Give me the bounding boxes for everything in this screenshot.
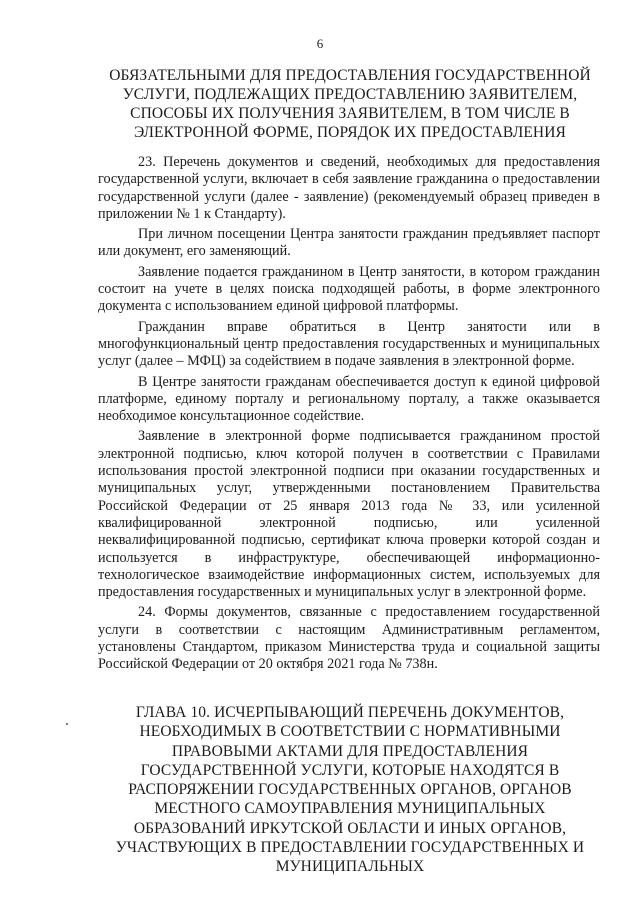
paragraph-electronic-signature: Заявление в электронной форме подписывается гражданином простой электронной подписью, ключ которой получен в соответствии с Правилами использования простой электронной подписи при оказании государственных и муниципальных услуг, утвержденными постановлением Правительства Российской Федерации от 25 января 2013 года № 33, или усиленной квалифицированной электронной подписью, или усиленной неквалифицированной подписью, сертификат ключа проверки которой создан и используется в инфраструктуре, обеспечивающей информационно-технологическое взаимодействие информационных систем, используемых для предоставления государственных и муниципальных услуг в электронной форме. [98, 428, 600, 601]
paragraph-application-submission: Заявление подается гражданином в Центр занятости, в котором гражданин состоит на учете в целях поиска подходящей работы, в форме электронного документа с использованием единой цифровой платформы. [98, 263, 600, 315]
page-number: 6 [316, 36, 324, 51]
paragraph-23: 23. Перечень документов и сведений, необходимых для предоставления государственной услуги, включает в себя заявление гражданина о предоставлении государственной услуги (далее - заявление) (рекомендуемый образец приведен в приложении № 1 к Стандарту). [98, 154, 600, 222]
paragraph-mfc-assistance: Гражданин вправе обратиться в Центр занятости или в многофункциональный центр предоставления государственных и муниципальных услуг (далее – МФЦ) за содействием в подаче заявления в электронной форме. [98, 318, 600, 370]
chapter-10-heading: ГЛАВА 10. ИСЧЕРПЫВАЮЩИЙ ПЕРЕЧЕНЬ ДОКУМЕНТОВ, НЕОБХОДИМЫХ В СООТВЕТСТВИИ С НОРМАТИВНЫМИ ПРАВОВЫМИ АКТАМИ ДЛЯ ПРЕДОСТАВЛЕНИЯ ГОСУДАРСТВЕННОЙ УСЛУГИ, КОТОРЫЕ НАХОДЯТСЯ В РАСПОРЯЖЕНИИ ГОСУДАРСТВЕННЫХ ОРГАНОВ, ОРГАНОВ МЕСТНОГО САМОУПРАВЛЕНИЯ МУНИЦИПАЛЬНЫХ ОБРАЗОВАНИЙ ИРКУТСКОЙ ОБЛАСТИ И ИНЫХ ОРГАНОВ, УЧАСТВУЮЩИХ В ПРЕДОСТАВЛЕНИИ ГОСУДАРСТВЕННЫХ И МУНИЦИПАЛЬНЫХ [115, 704, 585, 876]
paragraph-platform-access: В Центре занятости гражданам обеспечивается доступ к единой цифровой платформе, единому порталу и региональному порталу, а также оказывается необходимое консультационное содействие. [98, 373, 600, 425]
paragraph-passport: При личном посещении Центра занятости гражданин предъявляет паспорт или документ, его заменяющий. [98, 226, 600, 260]
section-heading-continued: ОБЯЗАТЕЛЬНЫМИ ДЛЯ ПРЕДОСТАВЛЕНИЯ ГОСУДАРСТВЕННОЙ УСЛУГИ, ПОДЛЕЖАЩИХ ПРЕДОСТАВЛЕНИЮ ЗАЯВИТЕЛЕМ, СПОСОБЫ ИХ ПОЛУЧЕНИЯ ЗАЯВИТЕЛЕМ, В ТОМ ЧИСЛЕ В ЭЛЕКТРОННОЙ ФОРМЕ, ПОРЯДОК ИХ ПРЕДОСТАВЛЕНИЯ [109, 67, 591, 141]
document-body [98, 154, 600, 674]
scan-speck [66, 723, 68, 725]
paragraph-24: 24. Формы документов, связанные с предоставлением государственной услуги в соответствии с настоящим Административным регламентом, установлены Стандартом, приказом Министерства труда и социальной защиты Российской Федерации от 20 октября 2021 года № 738н. [98, 604, 600, 673]
